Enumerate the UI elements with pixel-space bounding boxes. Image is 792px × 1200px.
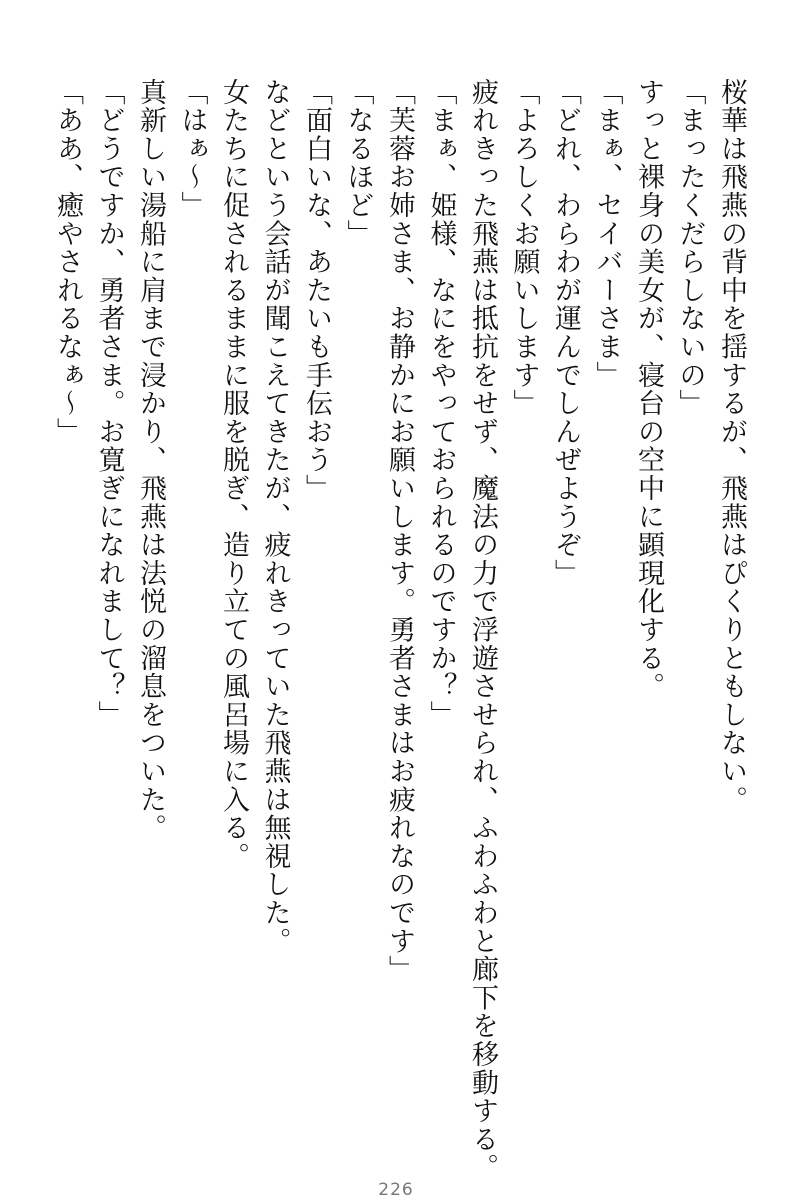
text-line: 「まったくだらしないの」 [674,78,706,418]
vertical-text-body [47,78,753,1182]
text-line: 女たちに促されるままに服を脱ぎ、造り立ての風呂場に入る。 [218,78,249,871]
text-line: 「よろしくお願いします」 [508,78,540,418]
text-line: 「どれ、わらわが運んでしんぜようぞ」 [550,78,581,588]
text-line: 「はぁ～」 [176,78,208,220]
text-line: 桜華は飛燕の背中を揺するが、飛燕はぴくりともしない。 [716,78,747,814]
text-line: 「ああ、癒やされるなぁ～」 [52,78,83,446]
text-line: 「芙蓉お姉さま、お静かにお願いします。勇者さまはお疲れなのです」 [384,78,415,984]
text-line: 「面白いな、あたいも手伝おう」 [301,78,332,503]
text-line: 「まぁ、姫様、なにをやっておられるのですか？」 [425,78,457,729]
text-line: などという会話が聞こえてきたが、疲れきっていた飛燕は無視した。 [259,78,291,956]
text-line: 「なるほど」 [342,78,374,248]
text-line: 「どうですか、勇者さま。お寛ぎになれまして？」 [93,78,125,729]
text-line: すっと裸身の美女が、寝台の空中に顕現化する。 [633,78,664,701]
text-line: 疲れきった飛燕は抵抗をせず、魔法の力で浮遊させられ、ふわふわと廊下を移動する。 [467,78,498,1182]
page-number: 226 [378,1180,414,1200]
text-line: 「まぁ、セイバーさま」 [591,78,623,390]
text-line: 真新しい湯船に肩まで浸かり、飛燕は法悦の溜息をついた。 [135,78,166,843]
